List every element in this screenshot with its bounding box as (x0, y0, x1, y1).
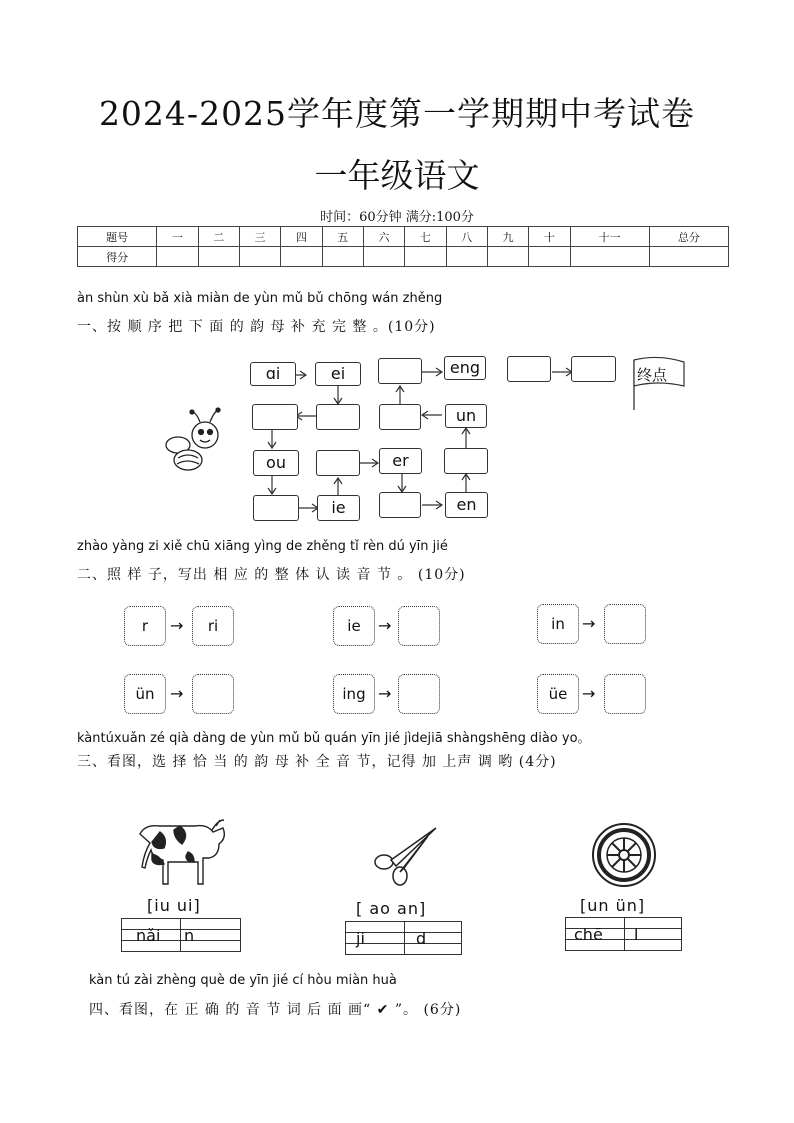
vowel-blank-box[interactable] (252, 404, 298, 430)
vowel-blank-box[interactable] (507, 356, 551, 382)
score-input[interactable] (570, 247, 649, 267)
vowel-box-eng: eng (444, 356, 486, 380)
section1-pinyin: àn shùn xù bǎ xià miàn de yùn mǔ bǔ chōng wán zhěng (77, 291, 443, 306)
wheel-icon (589, 820, 659, 890)
flag-label: 终点 (637, 366, 668, 384)
score-header-row (78, 227, 729, 247)
initial-box: r (124, 606, 166, 646)
scissors-icon (370, 822, 440, 887)
score-label: 得分 (78, 247, 157, 267)
vowel-box-er: er (379, 448, 422, 474)
score-cell: 题号 (78, 227, 157, 247)
arrow-icon: → (378, 684, 392, 703)
vowel-blank-box[interactable] (316, 450, 360, 476)
score-cell: 十一 (570, 227, 649, 247)
score-input[interactable] (363, 247, 404, 267)
syllable-che[interactable]: chē (574, 925, 603, 944)
pinyin-grid-wheel (565, 917, 682, 951)
score-cell: 十 (529, 227, 570, 247)
initial-box: in (537, 604, 579, 644)
arrow-icon: → (378, 616, 392, 635)
vowel-box-ei: ei (315, 362, 361, 386)
score-input[interactable] (157, 247, 198, 267)
vowel-box-ai: ɑi (250, 362, 296, 386)
score-cell: 六 (363, 227, 404, 247)
score-cell: 五 (322, 227, 363, 247)
score-value-row (78, 247, 729, 267)
score-cell: 七 (405, 227, 446, 247)
arrow-icon: → (170, 684, 184, 703)
vowel-box-en: en (445, 492, 488, 518)
score-cell: 三 (239, 227, 280, 247)
options-cow: [iu ui] (147, 896, 201, 915)
section2-question: 二、照 样 子，写出 相 应 的 整 体 认 读 音 节 。 (10分) (77, 567, 466, 583)
score-cell: 总分 (649, 227, 728, 247)
arrow-icon: → (170, 616, 184, 635)
score-input[interactable] (281, 247, 322, 267)
vowel-blank-box[interactable] (571, 356, 616, 382)
section4-question: 四、看图，在 正 确 的 音 节 词 后 面 画“ ✔ ”。 (6分) (89, 1002, 462, 1018)
vowel-blank-box[interactable] (253, 495, 299, 521)
vowel-blank-box[interactable] (444, 448, 488, 474)
vowel-blank-box[interactable] (378, 358, 422, 384)
answer-box[interactable] (604, 674, 646, 714)
syllable-d[interactable]: d (416, 929, 427, 948)
pinyin-grid-cow (121, 918, 241, 952)
vowel-blank-box[interactable] (379, 404, 421, 430)
answer-box[interactable] (192, 674, 234, 714)
exam-title: 2024-2025学年度第一学期期中考试卷 (98, 94, 696, 133)
section1-question: 一、按 顺 序 把 下 面 的 韵 母 补 充 完 整 。(10分) (77, 319, 436, 335)
time-info: 时间：60分钟 满分:100分 (320, 210, 474, 225)
score-cell: 二 (198, 227, 239, 247)
score-input[interactable] (529, 247, 570, 267)
section3-pinyin: kàntúxuǎn zé qià dàng de yùn mǔ bǔ quán yīn jié jìdejiā shàngshēng diào yo。 (77, 731, 591, 746)
syllable-nai[interactable]: nǎi (136, 926, 161, 945)
vowel-box-ie: ie (317, 495, 360, 521)
answer-box[interactable]: ri (192, 606, 234, 646)
syllable-ji[interactable]: ji (356, 929, 365, 948)
answer-box[interactable] (604, 604, 646, 644)
score-cell: 九 (487, 227, 528, 247)
score-input[interactable] (322, 247, 363, 267)
vowel-blank-box[interactable] (379, 492, 421, 518)
score-input[interactable] (198, 247, 239, 267)
vowel-maze-connectors (150, 350, 710, 530)
score-cell: 一 (157, 227, 198, 247)
vowel-box-un: un (445, 404, 487, 428)
syllable-l[interactable]: l (634, 925, 639, 944)
syllable-n[interactable]: n (184, 926, 195, 945)
answer-box[interactable] (398, 606, 440, 646)
score-input[interactable] (446, 247, 487, 267)
initial-box: üe (537, 674, 579, 714)
options-scissors: [ ao an] (356, 899, 427, 918)
section3-question: 三、看图，选 择 恰 当 的 韵 母 补 全 音 节，记得 加 上声 调 哟 (4分) (77, 754, 557, 770)
exam-subtitle: 一年级语文 (314, 156, 480, 195)
score-table (77, 226, 729, 267)
pinyin-grid-scissors (345, 921, 462, 955)
options-wheel: [un ün] (580, 896, 646, 915)
score-input[interactable] (405, 247, 446, 267)
bee-icon (166, 408, 220, 470)
arrow-icon: → (582, 684, 596, 703)
score-input[interactable] (649, 247, 728, 267)
score-input[interactable] (239, 247, 280, 267)
vowel-blank-box[interactable] (316, 404, 360, 430)
score-input[interactable] (487, 247, 528, 267)
initial-box: ie (333, 606, 375, 646)
answer-box[interactable] (398, 674, 440, 714)
section2-pinyin: zhào yàng zi xiě chū xiāng yìng de zhěng tǐ rèn dú yīn jié (77, 539, 448, 554)
initial-box: ün (124, 674, 166, 714)
score-cell: 八 (446, 227, 487, 247)
cow-icon (130, 812, 225, 887)
section4-pinyin: kàn tú zài zhèng què de yīn jié cí hòu miàn huà (89, 973, 397, 988)
score-cell: 四 (281, 227, 322, 247)
arrow-icon: → (582, 614, 596, 633)
vowel-box-ou: ou (253, 450, 299, 476)
initial-box: ing (333, 674, 375, 714)
